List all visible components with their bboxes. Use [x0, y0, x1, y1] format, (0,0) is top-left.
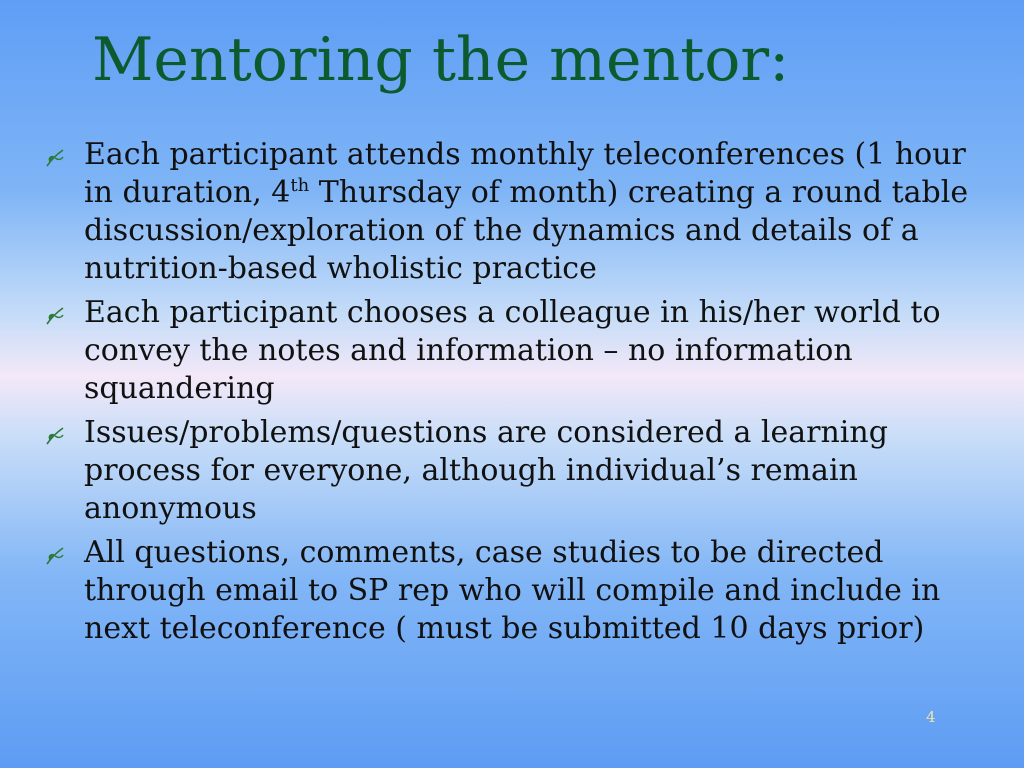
bullet-item	[44, 294, 994, 408]
bullet-text: Each participant chooses a colleague in his/her world to convey the notes and information – no information squandering	[84, 295, 941, 406]
bullet-text: Each participant attends monthly teleconferences (1 hour in duration, 4th Thursday of month) creating a round table discussion/exploration of the dynamics and details of a nutrition-based wholistic practice	[84, 137, 969, 286]
bullet-list	[44, 136, 994, 654]
bullet-item	[44, 136, 994, 288]
bullet-item	[44, 534, 994, 648]
bullet-text: All questions, comments, case studies to be directed through email to SP rep who will compile and include in next teleconference ( must be submitted 10 days prior)	[84, 535, 941, 646]
bullet-text: Issues/problems/questions are considered a learning process for everyone, although individual’s remain anonymous	[84, 415, 888, 526]
slide-title: Mentoring the mentor:	[92, 25, 790, 95]
page-number: 4	[926, 708, 936, 726]
fleuron-icon	[44, 305, 66, 327]
fleuron-icon	[44, 425, 66, 447]
bullet-item	[44, 414, 994, 528]
ordinal-superscript: th	[290, 175, 310, 196]
fleuron-icon	[44, 147, 66, 169]
fleuron-icon	[44, 545, 66, 567]
